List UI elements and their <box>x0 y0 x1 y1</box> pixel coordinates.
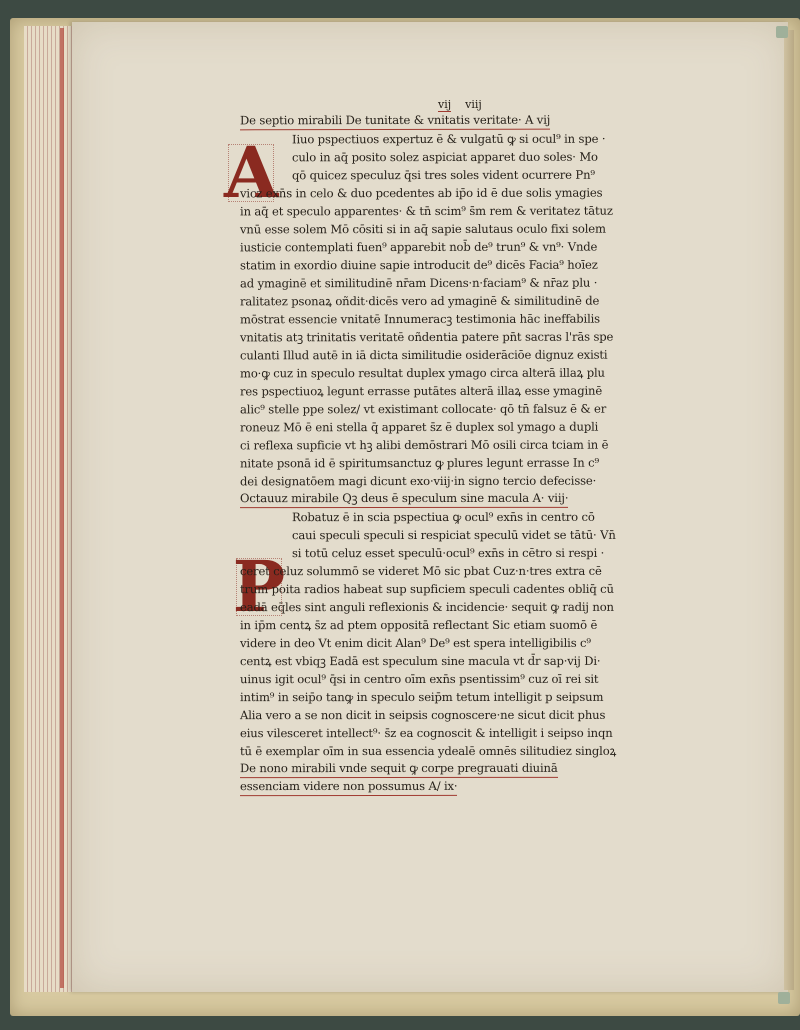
text-line <box>240 418 700 436</box>
text-line-content: roneuz Mō ē eni stella q̄ apparet s̄z ē duplex sol ymago a dupli <box>239 419 599 435</box>
text-line <box>240 328 700 346</box>
text-line <box>240 742 700 760</box>
rubric-heading-line <box>240 490 700 508</box>
text-line <box>240 256 700 274</box>
text-line-content: videre in deo Vt enim dicit Alan⁹ De⁹ est spera intelligibilis c⁹ <box>239 635 591 651</box>
text-line <box>240 346 700 364</box>
text-line-content: Robatuz ē in scia pspectiua ꝙ ocul⁹ exn̄s in centro cō <box>291 509 595 525</box>
text-line-content: si totū celuz esset speculū·ocul⁹ exn̄s in cētro si respi · <box>291 545 605 561</box>
text-line-content: iusticie contemplati fuen⁹ apparebit nob̄ de⁹ trun⁹ & vn⁹· Vnde <box>239 239 598 255</box>
text-line <box>240 166 700 184</box>
text-line <box>240 238 700 256</box>
text-line-content: dei designatōem magi dicunt exo·viij·in signo tercio defecisse· <box>239 473 597 489</box>
text-line-content: vnū esse solem Mō cōsiti si in aq̄ sapie salutaus oculo fixi solem <box>239 221 606 237</box>
text-line-content: mo·ꝙ cuz in speculo resultat duplex ymago circa alterā illaꝝ plu <box>239 365 605 381</box>
folio-current: viij <box>465 98 482 111</box>
text-line <box>240 670 700 688</box>
text-line-content: culo in aq̄ posito solez aspiciat apparet duo soles· Mo <box>291 149 598 165</box>
cover-edge <box>784 30 794 990</box>
text-line-content: ci reflexa supficie vt hꝫ alibi demōstrari Mō osili circa tciam in ē <box>239 437 609 453</box>
text-line-content: culanti Illud autē in iā dicta similitudie osiderāciōe dignuz existi <box>239 347 608 363</box>
text-line-content: De nono mirabili vnde sequit ꝙ corpe pregrauati diuinā <box>240 759 558 778</box>
text-line-content: in ip̄m centꝝ s̄z ad ptem oppositā reflectant Sic etiam suomō ē <box>239 617 598 633</box>
text-line-content: in aq̄ et speculo apparentes· & tn̄ scim⁹ s̄m rem & veritatez tātuz <box>239 203 613 219</box>
text-line <box>240 634 700 652</box>
text-line-content: alic⁹ stelle ppe solez/ vt existimant collocate· qō tn̄ falsuz ē & er <box>239 401 607 417</box>
initial-letter-a: A <box>224 131 279 214</box>
text-line-content: centꝝ est vbiqꝫ Eadā est speculum sine macula vt d̄r sap·vij Di· <box>239 653 601 669</box>
text-line <box>240 436 700 454</box>
rubric-heading-line <box>240 760 700 778</box>
text-line-content: statim in exordio diuine sapie introducit de⁹ dicēs Facia⁹ hoīez <box>239 257 598 273</box>
text-line-content: ad ymaginē et similitudinē nr̄am Dicens·n·faciam⁹ & nr̄az plu · <box>239 275 598 291</box>
text-line-content: qō quicez speculuz q̄si tres soles vident ocurrere Pn⁹ <box>291 167 595 183</box>
text-line <box>240 472 700 490</box>
text-line <box>240 616 700 634</box>
initial-letter-p: P <box>232 545 286 628</box>
clip-bottom <box>778 992 790 1004</box>
text-line <box>240 382 700 400</box>
text-line-content: nitate psonā id ē spiritumsanctuz ꝙ plures legunt errasse In c⁹ <box>239 455 599 471</box>
rubric-heading-line <box>240 112 700 130</box>
folio-number <box>438 98 482 111</box>
text-line <box>240 292 700 310</box>
text-line <box>240 454 700 472</box>
text-line <box>240 526 700 544</box>
text-line-content: intim⁹ in seip̄o tanꝙ in speculo seip̄m tetum intelligit p seipsum <box>239 689 604 705</box>
text-line-content: ceret celuz solummō se videret Mō sic pbat Cuz·n·tres extra cē <box>239 563 602 579</box>
text-line-content: mōstrat essencie vnitatē Innumeracꝫ testimonia hāc ineffabilis <box>239 311 600 327</box>
text-line <box>240 598 700 616</box>
text-line <box>240 274 700 292</box>
text-line-content: res pspectiuoꝝ legunt errasse putātes alterā illaꝝ esse ymaginē <box>239 383 603 399</box>
text-line-content: De septio mirabili De tunitate & vnitatis veritate· A vij <box>240 111 550 131</box>
text-line <box>240 220 700 238</box>
text-line <box>240 688 700 706</box>
text-line <box>240 130 700 148</box>
text-line-content: Alia vero a se non dicit in seipsis cognoscere·ne sicut dicit phus <box>239 707 606 723</box>
text-line-content: ralitatez psonaꝝ oñdit·dicēs vero ad ymaginē & similitudinē de <box>239 293 600 309</box>
text-line <box>240 184 700 202</box>
text-line-content: eadā eq̄les sint anguli reflexionis & incidencie· sequit ꝙ radij non <box>239 599 614 615</box>
folio-struck: vij <box>438 98 452 111</box>
text-line-content: uinus igit ocul⁹ q̄si in centro oīm exn̄s psentissim⁹ cuz oī rei sit <box>239 671 599 687</box>
text-line <box>240 400 700 418</box>
text-line <box>240 310 700 328</box>
text-line <box>240 148 700 166</box>
rubricated-edge <box>60 28 64 988</box>
text-line <box>240 364 700 382</box>
text-line <box>240 508 700 526</box>
text-line-content: eius vilesceret intellect⁹· s̄z ea cognoscit & intelligit i seipso inqn <box>239 725 613 741</box>
clip-top <box>776 26 788 38</box>
text-line <box>240 724 700 742</box>
text-line-content: vnitatis atꝫ trinitatis veritatē oñdentia patere pn̄t sacras l'rās spe <box>239 329 614 345</box>
text-line-content: Iiuo pspectiuos expertuz ē & vulgatū ꝙ si ocul⁹ in spe · <box>291 131 606 147</box>
text-line <box>240 706 700 724</box>
text-line <box>240 580 700 598</box>
text-line-content: trum poita radios habeat sup supficiem speculi cadentes obliq̄ cū <box>239 581 614 597</box>
text-line-content: Octauuz mirabile Qꝫ deus ē speculum sine macula A· viij· <box>240 489 568 508</box>
text-line <box>240 652 700 670</box>
text-line-content: vicz exn̄s in celo & duo pcedentes ab ip̄o id ē due solis ymagies <box>239 185 603 201</box>
text-line <box>240 544 700 562</box>
text-line <box>240 202 700 220</box>
text-line-content: essenciam videre non possumus A/ ix· <box>240 777 457 796</box>
text-line-content: tū ē exemplar oīm in sua essencia ydealē omnēs silitudiez singloꝝ <box>239 743 617 759</box>
page-text <box>240 112 700 796</box>
text-line-content: caui speculi speculi si respiciat speculū videt se tātū· Vn̄ <box>291 527 616 543</box>
rubric-heading-line <box>240 778 700 796</box>
text-line <box>240 562 700 580</box>
